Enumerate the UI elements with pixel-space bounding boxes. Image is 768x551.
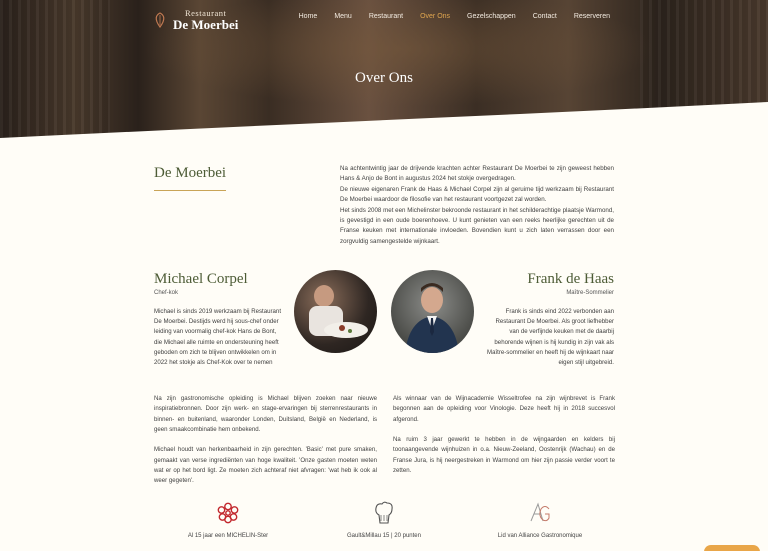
sommelier-portrait-image — [391, 270, 474, 353]
michael-photo — [294, 270, 377, 353]
intro-paragraph: Het sinds 2008 met een Michelinster bekroonde restaurant in het schilderachtige plaatsje Warmond, is gevestigd in een oude boerenhoeve. U kunt genieten van een reeks heerlijke gerechten uit de Franse keuken met internationale invloeden. Bovendien kunt u zich laten verrassen door een zorgvuldig samengestelde wijnkaart. — [340, 206, 614, 245]
frank-story — [393, 394, 615, 487]
frank-bio: Frank is sinds eind 2022 verbonden aan Restaurant De Moerbei. Als groot liefhebber van de verfijnde keuken met de daarbij behorende wijnen is hij kundig in zijn vak als Maître-sommelier en heeft hij de wijnkaart naar eigen stijl uitgebreid. — [487, 308, 615, 367]
hero-banner — [0, 0, 768, 140]
nav-home[interactable]: Home — [298, 13, 318, 20]
nav-contact[interactable]: Contact — [532, 13, 557, 20]
michael-bio: Michael is sinds 2019 werkzaam bij Restaurant De Moerbei. Destijds werd hij sous-chef onder leiding van voormalig chef-kok Hans de Bont, die Michael alle ruimte en ondersteuning heeft geboden om zich te blijven ontwikkelen om in 2022 het stokje als Chef-Kok over te nemen — [154, 308, 282, 367]
nav-menu[interactable]: Menu — [334, 13, 352, 20]
page-title: Over Ons — [355, 70, 413, 86]
section-title: De Moerbei — [154, 165, 227, 181]
mulberry-leaf-icon — [152, 12, 168, 28]
chef-plating-image — [294, 270, 377, 353]
award-label: Gault&Millau 15 | 20 punten — [347, 533, 421, 539]
logo-small-text: Restaurant — [184, 8, 227, 18]
michael-paragraph: Na zijn gastronomische opleiding is Michael blijven zoeken naar nieuwe inspiratiebronnen. Door zijn werk- en stage-ervaringen bij sterrenrestaurants in binnen- en buitenland, waaronder Londen, Duitsland, België en Nederland, is geen smaakcombinatie hem onbekend. — [154, 395, 377, 433]
frank-paragraph: Als winnaar van de Wijnacademie Wisseltrofee na zijn wijnbrevet is Frank begonnen aan de opleiding voor Vinologie. Deze heeft hij in 2018 succesvol afgerond. — [393, 395, 615, 423]
logo-big-text: De Moerbei — [173, 17, 239, 32]
gault-millau-toque-icon — [374, 501, 394, 525]
nav-reserveren[interactable]: Reserveren — [573, 13, 610, 20]
title-divider — [154, 190, 226, 191]
award-label: Al 15 jaar een MICHELIN-Ster — [187, 533, 269, 539]
alliance-gastronomique-icon — [529, 501, 551, 525]
hero-wave — [0, 100, 768, 140]
nav-restaurant[interactable]: Restaurant — [368, 13, 404, 20]
intro-text — [340, 164, 614, 247]
frank-name: Frank de Haas — [527, 271, 614, 287]
frank-role: Maître-Sommelier — [566, 290, 614, 296]
intro-paragraph: De nieuwe eigenaren Frank de Haas & Michael Corpel zijn al geruime tijd werkzaam bij Restaurant De Moerbei waardoor de filosofie van het restaurant voortgezet zal worden. — [340, 185, 614, 204]
intro-paragraph: Na achtentwintig jaar de drijvende krachten achter Restaurant De Moerbei te zijn geweest hebben Hans & Anjo de Bont in augustus 2024 het stokje overgedragen. — [340, 165, 614, 183]
logo[interactable] — [152, 9, 238, 31]
michael-name: Michael Corpel — [154, 271, 248, 287]
michael-story — [154, 394, 377, 497]
award-label: Lid van Alliance Gastronomique — [497, 533, 583, 539]
michael-paragraph: Michael houdt van herkenbaarheid in zijn gerechten. 'Basic' met pure smaken, gemaakt van verse ingrediënten van hoge kwaliteit. 'Onze gasten moeten weten wat er op het bord ligt. Ze moeten zich achteraf niet afvragen: 'wat heb ik ook al weer gegeten'. — [154, 446, 377, 485]
logo-text — [173, 9, 238, 31]
michelin-star-icon — [217, 502, 239, 524]
chat-widget-button[interactable] — [704, 545, 760, 551]
nav-over-ons[interactable]: Over Ons — [420, 13, 451, 20]
frank-paragraph: Na ruim 3 jaar gewerkt te hebben in de wijngaarden en kelders bij toonaangevende wijnhuizen in o.a. Nieuw-Zeeland, Oostenrijk (Wachau) en de Franse Jura, is hij neergestreken in Warmond om hier zijn passie verder voort te zetten. — [393, 436, 615, 475]
frank-photo — [391, 270, 474, 353]
nav-gezelschappen[interactable]: Gezelschappen — [467, 13, 516, 20]
main-nav — [299, 13, 610, 20]
michael-role: Chef-kok — [154, 290, 179, 296]
